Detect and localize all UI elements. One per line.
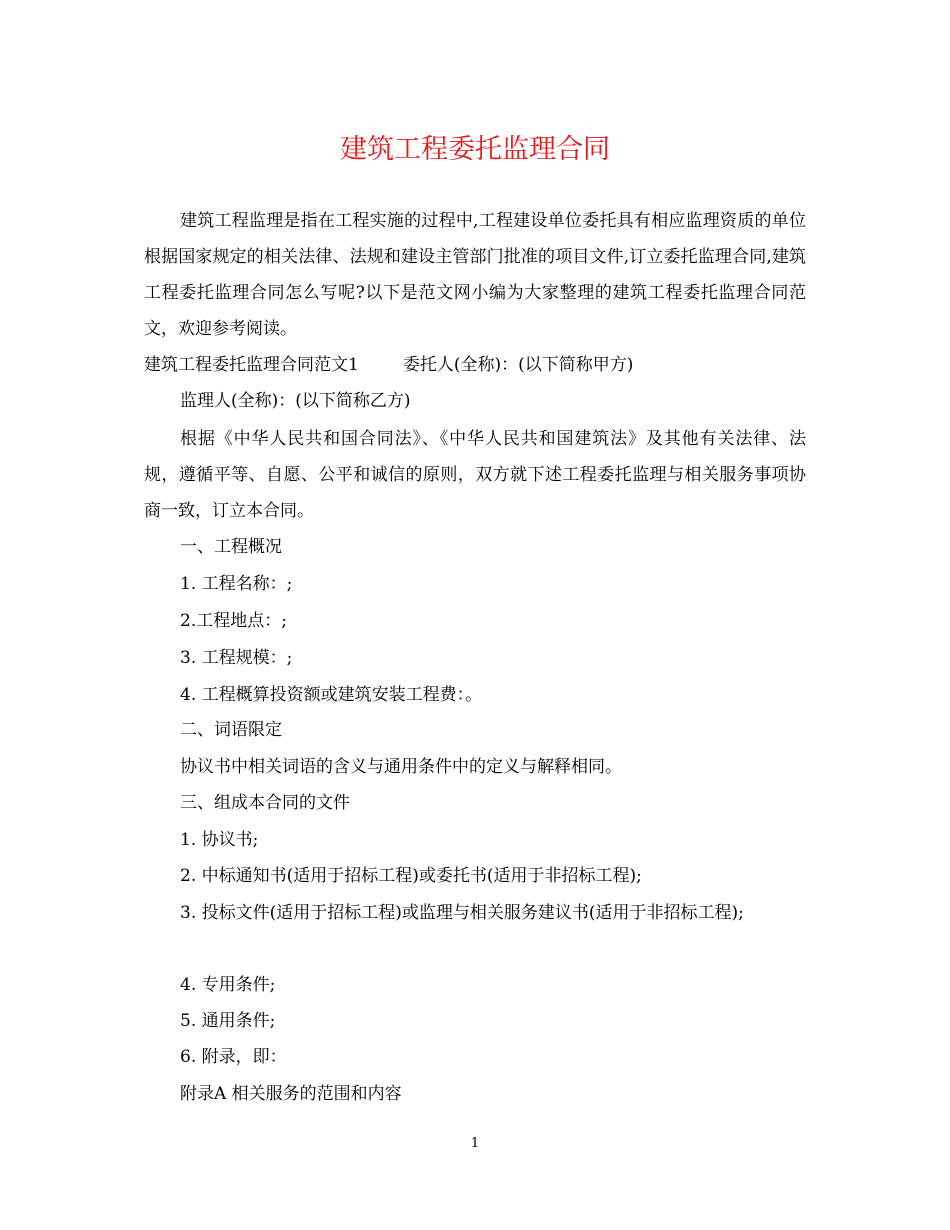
- sample-heading: 建筑工程委托监理合同范文1: [144, 355, 359, 375]
- list-item: 6. 附录，即：: [180, 1047, 287, 1067]
- section-heading-1: 一、工程概况: [180, 537, 282, 557]
- section2-text: 协议书中相关词语的含义与通用条件中的定义与解释相同。: [180, 757, 622, 777]
- appendix-a-line: 附录A 相关服务的范围和内容: [180, 1084, 402, 1104]
- section-heading-2: 二、词语限定: [180, 720, 282, 740]
- list-item: 3. 投标文件(适用于招标工程)或监理与相关服务建议书(适用于非招标工程);: [180, 903, 744, 923]
- basis-paragraph: 根据《中华人民共和国合同法》、《中华人民共和国建筑法》及其他有关法律、法规，遵循平等、自愿、公平和诚信的原则，双方就下述工程委托监理与相关服务事项协商一致，订立本合同。: [144, 429, 806, 521]
- section-heading-3: 三、组成本合同的文件: [180, 793, 350, 813]
- intro-paragraph: 建筑工程监理是指在工程实施的过程中,工程建设单位委托具有相应监理资质的单位根据国家规定的相关法律、法规和建设主管部门批准的项目文件,订立委托监理合同,建筑工程委托监理合同怎么写呢?以下是范文网小编为大家整理的建筑工程委托监理合同范文，欢迎参考阅读。: [144, 211, 806, 339]
- client-line: 委托人(全称)：(以下简称甲方): [402, 355, 634, 375]
- list-item: 4. 专用条件;: [180, 975, 276, 995]
- sample-heading-line: [144, 347, 633, 383]
- list-item: 2. 中标通知书(适用于招标工程)或委托书(适用于非招标工程);: [180, 866, 642, 886]
- list-item: 2.工程地点：;: [180, 611, 287, 631]
- list-item: 4. 工程概算投资额或建筑安装工程费：。: [180, 685, 483, 705]
- list-item: 1. 协议书;: [180, 830, 259, 850]
- page-number: 1: [470, 1136, 480, 1151]
- list-item: 1. 工程名称：;: [180, 574, 293, 594]
- document-title: 建筑工程委托监理合同: [340, 134, 610, 165]
- list-item: 3. 工程规模：;: [180, 648, 293, 668]
- supervisor-line: 监理人(全称)：(以下简称乙方): [180, 391, 411, 411]
- list-item: 5. 通用条件;: [180, 1011, 276, 1031]
